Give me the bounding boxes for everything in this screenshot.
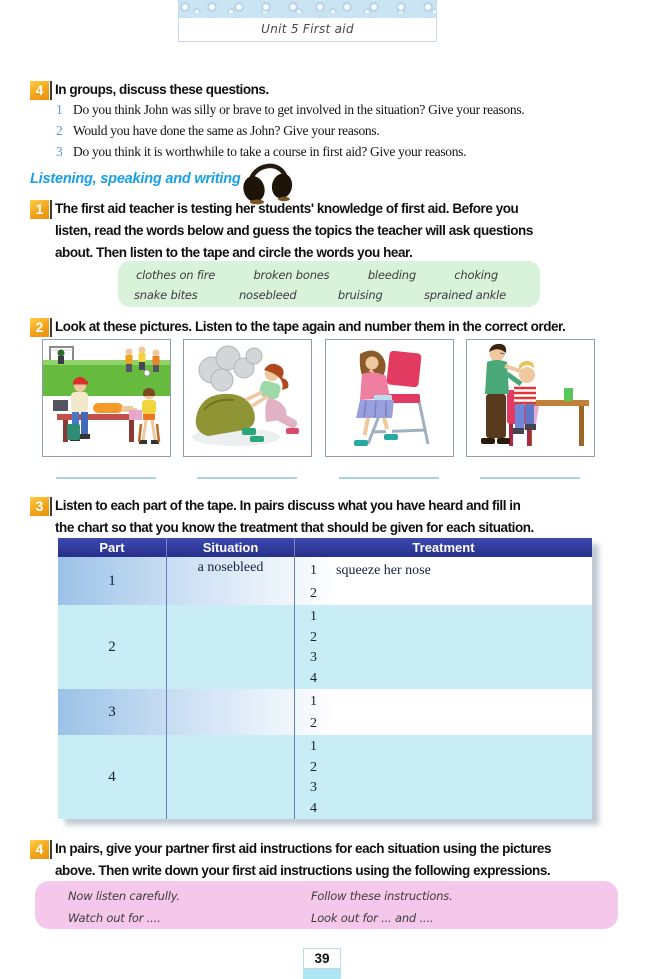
word-box-row2	[118, 285, 540, 305]
answer-line-1	[56, 477, 156, 479]
section4-top-heading: In groups, discuss these questions.	[55, 82, 269, 97]
question-number: 2	[56, 123, 63, 138]
section4-bottom-heading-line1: In pairs, give your partner first aid instructions for each situation using the pictures	[55, 841, 551, 856]
treatment-table	[58, 538, 592, 819]
unit-title: Unit 5 First aid	[261, 22, 354, 36]
discussion-questions	[56, 102, 636, 165]
word-item: broken bones	[253, 268, 330, 282]
table-header-situation: Situation	[166, 538, 294, 557]
expression-item: Watch out for ....	[68, 910, 161, 925]
treatment-number: 4	[310, 800, 317, 816]
water-droplets-banner	[179, 0, 436, 18]
part-cell: 2	[108, 638, 116, 655]
word-item: choking	[454, 268, 498, 282]
treatment-line	[295, 582, 592, 605]
table-header-treatment: Treatment	[294, 538, 592, 557]
word-item: bruising	[337, 288, 383, 302]
treatment-number: 4	[310, 670, 317, 686]
section3-number-badge: 3	[30, 497, 49, 516]
picture-frame-3	[325, 339, 454, 457]
section4-bottom-number-badge: 4	[30, 840, 49, 859]
treatment-cell	[294, 689, 592, 735]
treatment-line	[295, 737, 592, 758]
word-box-row1	[118, 265, 540, 285]
table-header-row	[58, 538, 592, 557]
word-box	[118, 261, 540, 307]
treatment-line	[295, 758, 592, 779]
treatment-number: 1	[310, 694, 317, 709]
section4-bottom-heading	[55, 838, 645, 882]
treatment-cell	[294, 557, 592, 605]
section1-heading-line3: about. Then listen to the tape and circle the words you hear.	[55, 245, 413, 260]
table-header-part: Part	[99, 540, 125, 555]
picture-frame-4	[466, 339, 595, 457]
question-row	[56, 102, 636, 123]
part-cell: 1	[108, 572, 116, 589]
treatment-line	[295, 778, 592, 799]
treatment-text: squeeze her nose	[336, 562, 431, 578]
question-text: Do you think John was silly or brave to get involved in the situation? Give your reasons.	[73, 102, 525, 117]
section3-heading	[55, 495, 640, 539]
unit-banner	[178, 0, 437, 42]
question-row	[56, 123, 636, 144]
expression-item: Now listen carefully.	[68, 889, 180, 903]
part-cell: 3	[108, 703, 116, 720]
question-number: 3	[56, 144, 63, 159]
question-row	[56, 144, 636, 165]
picture-frame-1	[42, 339, 171, 457]
section1-heading	[55, 198, 640, 264]
treatment-line	[295, 628, 592, 649]
page-number: 39	[303, 948, 341, 969]
section2-heading: Look at these pictures. Listen to the tape again and number them in the correct order.	[55, 319, 566, 334]
section4-bottom-heading-line2: above. Then write down your first aid instructions using the following expressions.	[55, 863, 551, 878]
sports-field-ankle-injury-illustration	[43, 340, 170, 456]
girl-with-nosebleed-illustration	[326, 340, 453, 456]
word-item: sprained ankle	[423, 288, 506, 302]
listening-speaking-writing-heading: Listening, speaking and writing	[30, 171, 241, 187]
treatment-cell	[294, 735, 592, 819]
treatment-number: 3	[310, 650, 317, 666]
treatment-line	[295, 799, 592, 820]
part-cell: 4	[108, 768, 116, 785]
treatment-line	[295, 559, 592, 582]
treatment-number: 2	[310, 629, 317, 645]
treatment-number: 1	[310, 739, 317, 755]
question-number: 1	[56, 102, 63, 117]
treatment-number: 2	[310, 759, 317, 775]
answer-line-4	[480, 477, 580, 479]
section1-number-badge: 1	[30, 200, 49, 219]
table-row-part1	[58, 557, 592, 605]
treatment-number: 3	[310, 780, 317, 796]
expression-box	[35, 881, 618, 929]
treatment-cell	[294, 605, 592, 689]
treatment-line	[295, 691, 592, 713]
treatment-number: 2	[310, 585, 317, 601]
page-number-box	[303, 948, 341, 979]
putting-out-burning-clothes-illustration	[184, 340, 311, 456]
situation-cell: a nosebleed	[166, 557, 294, 605]
section2-number-badge: 2	[30, 318, 49, 337]
expression-item: Look out for ... and ....	[311, 910, 434, 925]
treatment-line	[295, 648, 592, 669]
table-row-part2	[58, 605, 592, 689]
treatment-line	[295, 669, 592, 690]
question-text: Would you have done the same as John? Give your reasons.	[73, 123, 380, 138]
section1-heading-line2: listen, read the words below and guess the topics the teacher will ask questions	[55, 223, 533, 238]
word-item: bleeding	[367, 268, 416, 282]
answer-line-3	[339, 477, 439, 479]
man-helping-boy-illustration	[467, 340, 594, 456]
answer-line-2	[197, 477, 297, 479]
section3-heading-line2: the chart so that you know the treatment that should be given for each situation.	[55, 520, 534, 535]
section3-heading-line1: Listen to each part of the tape. In pairs discuss what you have heard and fill in	[55, 498, 521, 513]
question-text: Do you think it is worthwhile to take a course in first aid? Give your reasons.	[73, 144, 467, 159]
treatment-number: 1	[310, 562, 317, 578]
word-item: snake bites	[134, 288, 198, 302]
table-row-part3	[58, 689, 592, 735]
situation-cell	[166, 689, 294, 735]
treatment-number: 2	[310, 716, 317, 731]
situation-cell	[166, 735, 294, 819]
table-row-part4	[58, 735, 592, 819]
treatment-line	[295, 713, 592, 735]
treatment-line	[295, 607, 592, 628]
expression-item: Follow these instructions.	[311, 889, 453, 903]
word-item: nosebleed	[238, 288, 297, 302]
section1-heading-line1: The first aid teacher is testing her students' knowledge of first aid. Before you	[55, 201, 519, 216]
section4-top-number-badge: 4	[30, 81, 49, 100]
picture-frame-2	[183, 339, 312, 457]
word-item: clothes on fire	[136, 268, 216, 282]
page-number-strip	[303, 969, 341, 979]
treatment-number: 1	[310, 609, 317, 625]
situation-cell	[166, 605, 294, 689]
